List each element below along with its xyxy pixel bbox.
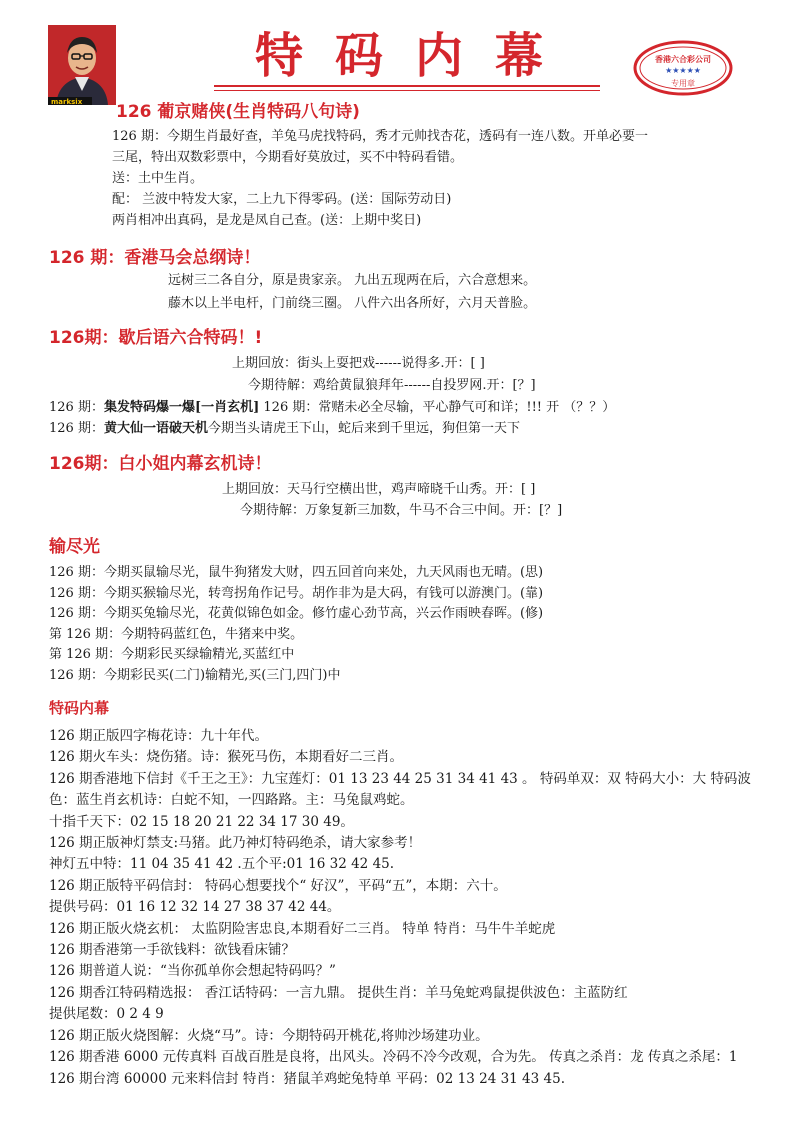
svg-text:专用章: 专用章 <box>671 79 695 88</box>
company-seal <box>633 40 733 96</box>
section-body-temaneimu <box>49 726 771 1090</box>
text-line: 126 期香港第一手欲钱料：欲钱看床铺？ <box>49 942 296 959</box>
text-line: 上期回放：街头上耍把戏------说得多.开：[ ] <box>232 356 485 371</box>
text-line: 藤木以上半电杆，门前绕三圈。 八件六出各所好，六月天普脸。 <box>168 296 537 311</box>
text-line: 配： 兰波中特发大家，二上九下得零码。(送：国际劳动日) <box>112 192 452 207</box>
text-line: 提供尾数：0 2 4 9 <box>49 1006 164 1023</box>
text-line: 126 期正版神灯禁支:马猪。此乃神灯特码绝杀，请大家参考！ <box>49 835 422 852</box>
section-heading-bai-xiaojie: 126期：白小姐内幕玄机诗！ <box>49 454 272 474</box>
text-line: 126 期台湾 60000 元来料信封 特肖：猪鼠羊鸡蛇兔特单 平码：02 13 24 31 43 45. <box>49 1070 565 1087</box>
title-underline <box>214 85 600 87</box>
text-line: 126 期香江特码精选报： 香江话特码：一言九鼎。 提供生肖：羊马兔蛇鸡鼠提供波色：主蓝防红 <box>49 984 628 1001</box>
text-line: 126 期：今期买兔输尽光，花黄似锦色如金。修竹虚心劲节高，兴云作雨映春晖。(修) <box>49 606 544 621</box>
text-line: 126 期正版特平码信封： 特码心想要找个“ 好汉”，平码“五”，本期：六十。 <box>49 877 507 894</box>
text-line-jifa: 126 期：集发特码爆一爆[一肖玄机] 126 期：常赌未必全尽输，平心静气可和详；!!! 开 （？？） <box>49 400 616 415</box>
text-line: 126 期正版火烧图解：火烧“马”。诗：今期特码开桃花,将帅沙场建功业。 <box>49 1027 489 1044</box>
section-heading-pujing: 126 葡京赌侠(生肖特码八句诗) <box>116 102 360 122</box>
svg-text:marksix: marksix <box>51 98 83 105</box>
section-heading-hk-jockey: 126 期：香港马会总纲诗！ <box>49 248 261 268</box>
page-title: 特码内幕 <box>254 28 575 84</box>
text-line: 三尾，特出双数彩票中，今期看好莫放过，买不中特码看错。 <box>112 150 464 165</box>
text-line: 126 期：今期生肖最好查，羊兔马虎找特码，秀才元帅找杏花，透码有一连八数。开单必要一 <box>112 129 648 144</box>
text-line: 今期待解：万象复新三加数，牛马不合三中间。开：[？] <box>240 503 563 518</box>
text-line: 126 期：今期买猴输尽光，转弯拐角作记号。胡作非为是大码，有钱可以游澳门。(靠) <box>49 585 544 601</box>
section-heading-shujinguang: 输尽光 <box>49 537 100 557</box>
text-line: 上期回放：天马行空横出世，鸡声啼晓千山秀。开：[ ] <box>222 482 536 497</box>
text-line: 126 期普道人说：“当你孤单你会想起特码吗？” <box>49 963 336 980</box>
text-line: 神灯五中特：11 04 35 41 42 .五个平:01 16 32 42 45. <box>49 856 395 873</box>
text-line: 十指千天下：02 15 18 20 21 22 34 17 30 49。 <box>49 813 354 830</box>
portrait-image <box>48 25 116 105</box>
text-line: 126 期：今期彩民买(二门)输精光,买(三门,四门)中 <box>49 667 341 683</box>
text-line: 126 期正版四字梅花诗：九十年代。 <box>49 728 269 744</box>
text-line: 126 期香港地下信封《千王之王》：九宝莲灯：01 13 23 44 25 31 34 41 43 。 特码单双：双 特码大小：大 特码波色：蓝生肖玄机诗：白蛇不知，一四路路。主：马兔鼠鸡蛇。 <box>49 770 751 809</box>
title-underline-thin <box>214 90 600 91</box>
text-line: 提供号码：01 16 12 32 14 27 38 37 42 44。 <box>49 899 341 916</box>
svg-text:★★★★★: ★★★★★ <box>665 66 701 75</box>
section-heading-xiehouyu: 126期：歇后语六合特码！! <box>49 328 263 348</box>
text-line: 126 期香港 6000 元传真料 百战百胜是良将，出风头。冷码不冷今改观，合为先。 传真之杀肖：龙 传真之杀尾：1 <box>49 1049 738 1066</box>
text-line: 送：土中生肖。 <box>112 171 204 186</box>
text-line: 126 期正版火烧玄机： 太监阴险害忠良,本期看好二三肖。 特单 特肖：马牛牛羊蛇虎 <box>49 920 556 937</box>
text-line: 126 期：今期买鼠输尽光，鼠牛狗猪发大财，四五回首向来处，九天风雨也无晴。(思) <box>49 565 544 580</box>
svg-text:香港六合彩公司: 香港六合彩公司 <box>655 55 711 64</box>
text-line: 两肖相冲出真码，是龙是凤自己查。(送：上期中奖日) <box>112 213 422 228</box>
section-body-shujinguang <box>49 563 769 686</box>
section-heading-temaneimu: 特码内幕 <box>49 699 110 717</box>
section-body-pujing <box>112 126 772 231</box>
text-line: 126 期火车头：烧伤猪。诗：猴死马伤，本期看好二三肖。 <box>49 749 404 766</box>
text-line: 第 126 期：今期彩民买绿输精光,买蓝红中 <box>49 647 295 662</box>
text-line: 今期待解：鸡给黄鼠狼拜年------自投罗网.开：[？] <box>248 378 536 393</box>
text-line-huangdaxian: 126 期：黄大仙一语破天机今期当头请虎王下山，蛇后来到千里远，狗但第一天下 <box>49 421 520 436</box>
text-line: 远树三二各自分，原是贵家亲。 九出五现两在后，六合意想来。 <box>168 273 537 288</box>
text-line: 第 126 期：今期特码蓝红色，牛猪来中奖。 <box>49 626 304 642</box>
